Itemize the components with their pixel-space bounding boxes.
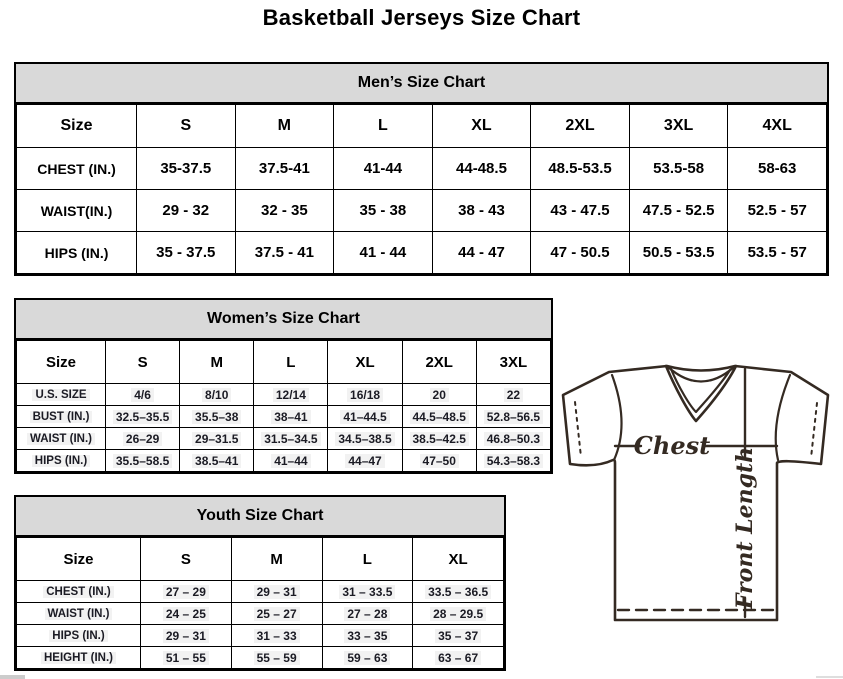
table-row: [17, 625, 504, 647]
scrollbar-thumb-fragment: [0, 675, 25, 679]
right-armhole-seam: [776, 375, 790, 460]
column-header: L: [334, 105, 433, 148]
column-header: L: [322, 538, 413, 581]
size-value-cell: 41–44.5: [328, 406, 402, 428]
size-value-cell: 4/6: [106, 384, 180, 406]
column-header: S: [137, 105, 236, 148]
size-value-cell: 48.5-53.5: [531, 148, 630, 190]
row-label: CHEST (IN.): [17, 581, 141, 603]
front-length-label: Front Length: [732, 446, 758, 610]
scrollbar-track-fragment: [816, 676, 843, 678]
row-label: WAIST (IN.): [17, 603, 141, 625]
column-header: XL: [328, 341, 402, 384]
size-value-cell: 29–31.5: [180, 428, 254, 450]
table-row: [17, 232, 827, 274]
column-header: Size: [17, 341, 106, 384]
size-value-cell: 37.5 - 41: [235, 232, 334, 274]
size-value-cell: 38.5–42.5: [402, 428, 476, 450]
size-value-cell: 29 - 32: [137, 190, 236, 232]
youth-size-chart-section: [14, 495, 506, 671]
size-value-cell: 44.5–48.5: [402, 406, 476, 428]
table-row: [17, 406, 551, 428]
table-row: [17, 190, 827, 232]
column-header: M: [231, 538, 322, 581]
jersey-measurement-diagram: [556, 360, 838, 650]
size-value-cell: 41 - 44: [334, 232, 433, 274]
column-header: L: [254, 341, 328, 384]
size-value-cell: 47 - 50.5: [531, 232, 630, 274]
size-value-cell: 43 - 47.5: [531, 190, 630, 232]
mens-size-chart-section: [14, 62, 829, 276]
youth-size-table: [16, 537, 504, 669]
size-value-cell: 24 – 25: [141, 603, 232, 625]
size-value-cell: 35 – 37: [413, 625, 504, 647]
womens-chart-title: Women’s Size Chart: [16, 300, 551, 340]
table-row: [17, 450, 551, 472]
size-value-cell: 35.5–38: [180, 406, 254, 428]
size-value-cell: 20: [402, 384, 476, 406]
column-header: 4XL: [728, 105, 827, 148]
column-header: S: [106, 341, 180, 384]
size-value-cell: 46.8–50.3: [476, 428, 550, 450]
row-label: HIPS (IN.): [17, 232, 137, 274]
size-value-cell: 38 - 43: [432, 190, 531, 232]
size-value-cell: 34.5–38.5: [328, 428, 402, 450]
left-armhole-seam: [612, 375, 622, 460]
size-value-cell: 8/10: [180, 384, 254, 406]
size-value-cell: 32.5–35.5: [106, 406, 180, 428]
size-value-cell: 41-44: [334, 148, 433, 190]
size-value-cell: 53.5 - 57: [728, 232, 827, 274]
left-cuff-dash: [575, 402, 581, 457]
size-value-cell: 63 – 67: [413, 647, 504, 669]
table-row: [17, 148, 827, 190]
size-value-cell: 44-48.5: [432, 148, 531, 190]
size-value-cell: 38.5–41: [180, 450, 254, 472]
row-label: HIPS (IN.): [17, 450, 106, 472]
size-value-cell: 12/14: [254, 384, 328, 406]
size-value-cell: 52.5 - 57: [728, 190, 827, 232]
right-cuff-dash: [811, 403, 817, 458]
row-label: WAIST(IN.): [17, 190, 137, 232]
chest-label: Chest: [633, 431, 711, 460]
row-label: BUST (IN.): [17, 406, 106, 428]
youth-chart-title: Youth Size Chart: [16, 497, 504, 537]
column-header: 2XL: [402, 341, 476, 384]
size-value-cell: 22: [476, 384, 550, 406]
page-title: Basketball Jerseys Size Chart: [262, 5, 581, 30]
size-value-cell: 33 – 35: [322, 625, 413, 647]
table-row: [17, 603, 504, 625]
womens-size-chart-section: [14, 298, 553, 474]
row-label: U.S. SIZE: [17, 384, 106, 406]
mens-size-table: [16, 104, 827, 274]
size-value-cell: 16/18: [328, 384, 402, 406]
column-header: M: [235, 105, 334, 148]
row-label: CHEST (IN.): [17, 148, 137, 190]
column-header: S: [141, 538, 232, 581]
size-value-cell: 33.5 – 36.5: [413, 581, 504, 603]
column-header: Size: [17, 105, 137, 148]
size-value-cell: 38–41: [254, 406, 328, 428]
size-value-cell: 59 – 63: [322, 647, 413, 669]
size-value-cell: 31 – 33.5: [322, 581, 413, 603]
size-value-cell: 27 – 28: [322, 603, 413, 625]
size-value-cell: 51 – 55: [141, 647, 232, 669]
size-value-cell: 52.8–56.5: [476, 406, 550, 428]
jersey-outline: [563, 366, 828, 620]
size-value-cell: 27 – 29: [141, 581, 232, 603]
mens-chart-title: Men’s Size Chart: [16, 64, 827, 104]
column-header: XL: [413, 538, 504, 581]
header-row: [17, 538, 504, 581]
size-value-cell: 32 - 35: [235, 190, 334, 232]
size-value-cell: 47–50: [402, 450, 476, 472]
size-value-cell: 29 – 31: [231, 581, 322, 603]
size-value-cell: 50.5 - 53.5: [629, 232, 728, 274]
row-label: HEIGHT (IN.): [17, 647, 141, 669]
size-value-cell: 55 – 59: [231, 647, 322, 669]
column-header: 3XL: [476, 341, 550, 384]
size-value-cell: 58-63: [728, 148, 827, 190]
size-value-cell: 47.5 - 52.5: [629, 190, 728, 232]
size-value-cell: 53.5-58: [629, 148, 728, 190]
column-header: 3XL: [629, 105, 728, 148]
size-value-cell: 41–44: [254, 450, 328, 472]
table-row: [17, 384, 551, 406]
column-header: M: [180, 341, 254, 384]
table-row: [17, 647, 504, 669]
size-value-cell: 35-37.5: [137, 148, 236, 190]
size-value-cell: 28 – 29.5: [413, 603, 504, 625]
size-value-cell: 25 – 27: [231, 603, 322, 625]
header-row: [17, 105, 827, 148]
column-header: Size: [17, 538, 141, 581]
column-header: 2XL: [531, 105, 630, 148]
row-label: WAIST (IN.): [17, 428, 106, 450]
row-label: HIPS (IN.): [17, 625, 141, 647]
table-row: [17, 428, 551, 450]
size-value-cell: 44 - 47: [432, 232, 531, 274]
table-row: [17, 581, 504, 603]
size-value-cell: 31.5–34.5: [254, 428, 328, 450]
column-header: XL: [432, 105, 531, 148]
size-value-cell: 35.5–58.5: [106, 450, 180, 472]
size-value-cell: 44–47: [328, 450, 402, 472]
womens-size-table: [16, 340, 551, 472]
size-value-cell: 31 – 33: [231, 625, 322, 647]
size-value-cell: 29 – 31: [141, 625, 232, 647]
size-value-cell: 35 - 38: [334, 190, 433, 232]
size-value-cell: 54.3–58.3: [476, 450, 550, 472]
size-value-cell: 35 - 37.5: [137, 232, 236, 274]
size-value-cell: 37.5-41: [235, 148, 334, 190]
header-row: [17, 341, 551, 384]
size-value-cell: 26–29: [106, 428, 180, 450]
